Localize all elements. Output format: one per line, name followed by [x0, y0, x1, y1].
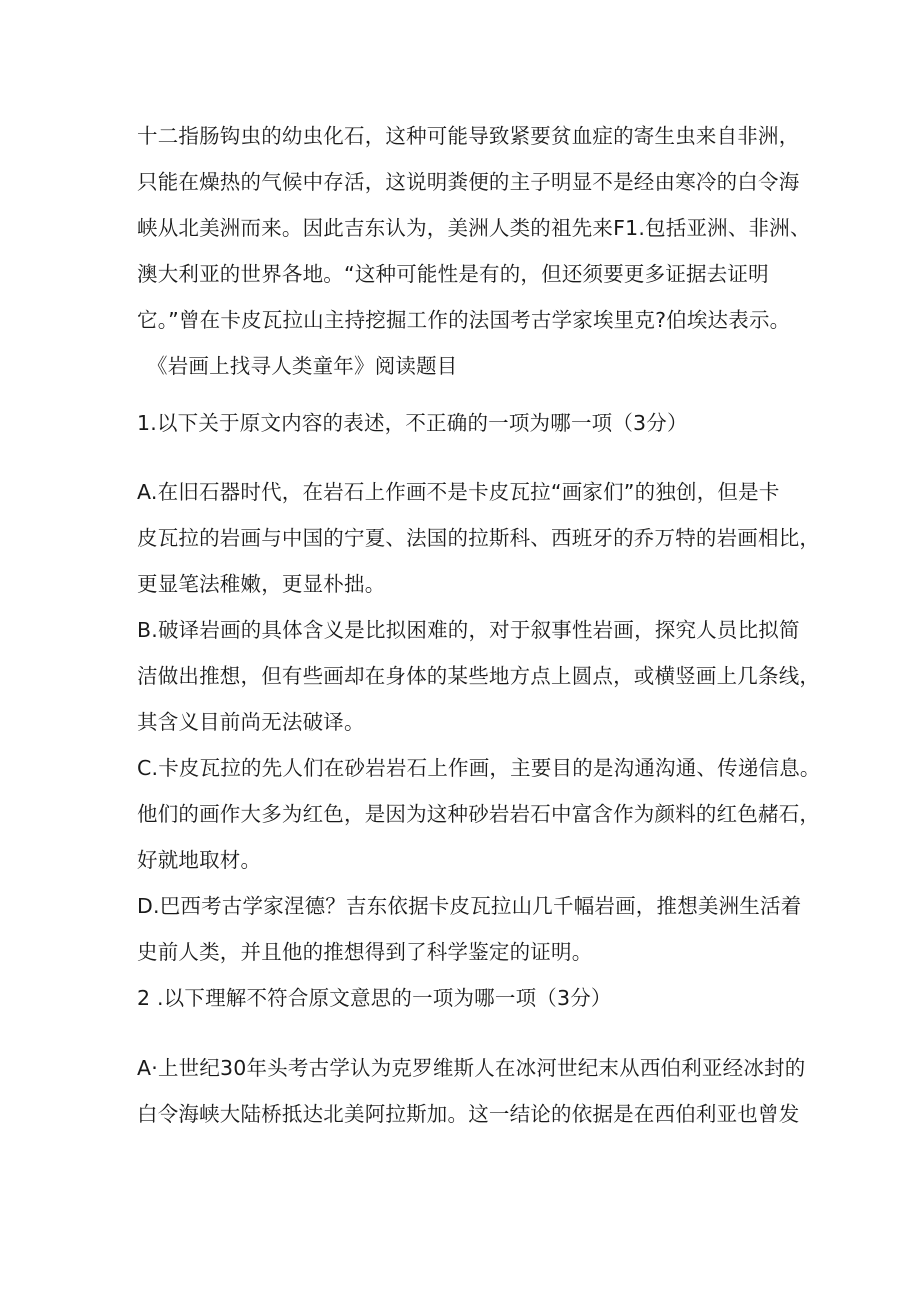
- section-title: 《岩画上找寻人类童年》阅读题目: [147, 354, 458, 378]
- question-1-stem: 1.以下关于原文内容的表述，不正确的一项为哪一项（3分）: [137, 411, 688, 435]
- option-b-line: B.破译岩画的具体含义是比拟困难的，对于叙事性岩画，探究人员比拟简: [137, 618, 800, 642]
- option-c-line: C.卡皮瓦拉的先人们在砂岩岩石上作画，主要目的是沟通沟通、传递信息。: [137, 756, 821, 780]
- option-a-line: 皮瓦拉的岩画与中国的宁夏、法国的拉斯科、西班牙的乔万特的岩画相比，: [137, 526, 821, 550]
- option-a-line: 更显笔法稚嫩，更显朴拙。: [137, 572, 386, 596]
- option-b-line: 其含义目前尚无法破译。: [137, 710, 365, 734]
- option-c-line: 好就地取材。: [137, 848, 262, 872]
- text-line: 峡从北美洲而来。因此吉东认为，美洲人类的祖先来F1.包括亚洲、非洲、: [137, 216, 811, 240]
- q2-option-a-line: A·上世纪30年头考古学认为克罗维斯人在冰河世纪末从西伯利亚经冰封的: [137, 1056, 806, 1080]
- option-d-line: D.巴西考古学家涅德？吉东依据卡皮瓦拉山几千幅岩画，推想美洲生活着: [137, 894, 802, 918]
- option-a-line: A.在旧石器时代，在岩石上作画不是卡皮瓦拉“画家们”的独创，但是卡: [137, 480, 780, 504]
- option-b-line: 洁做出推想，但有些画却在身体的某些地方点上圆点，或横竖画上几条线，: [137, 664, 821, 688]
- option-c-line: 他们的画作大多为红色，是因为这种砂岩岩石中富含作为颜料的红色赭石，: [137, 802, 821, 826]
- option-d-line: 史前人类，并且他的推想得到了科学鉴定的证明。: [137, 940, 593, 964]
- q2-option-a-line: 白令海峡大陆桥抵达北美阿拉斯加。这一结论的依据是在西伯利亚也曾发: [137, 1102, 800, 1126]
- text-line: 它。”曾在卡皮瓦拉山主持挖掘工作的法国考古学家埃里克?伯埃达表示。: [137, 308, 791, 332]
- question-2-stem: 2 .以下理解不符合原文意思的一项为哪一项（3分）: [137, 986, 612, 1010]
- text-line: 澳大利亚的世界各地。“这种可能性是有的，但还须要更多证据去证明: [137, 262, 769, 286]
- text-line: 十二指肠钩虫的幼虫化石，这种可能导致紧要贫血症的寄生虫来自非洲，: [137, 124, 800, 148]
- text-line: 只能在燥热的气候中存活，这说明粪便的主子明显不是经由寒冷的白令海: [137, 170, 800, 194]
